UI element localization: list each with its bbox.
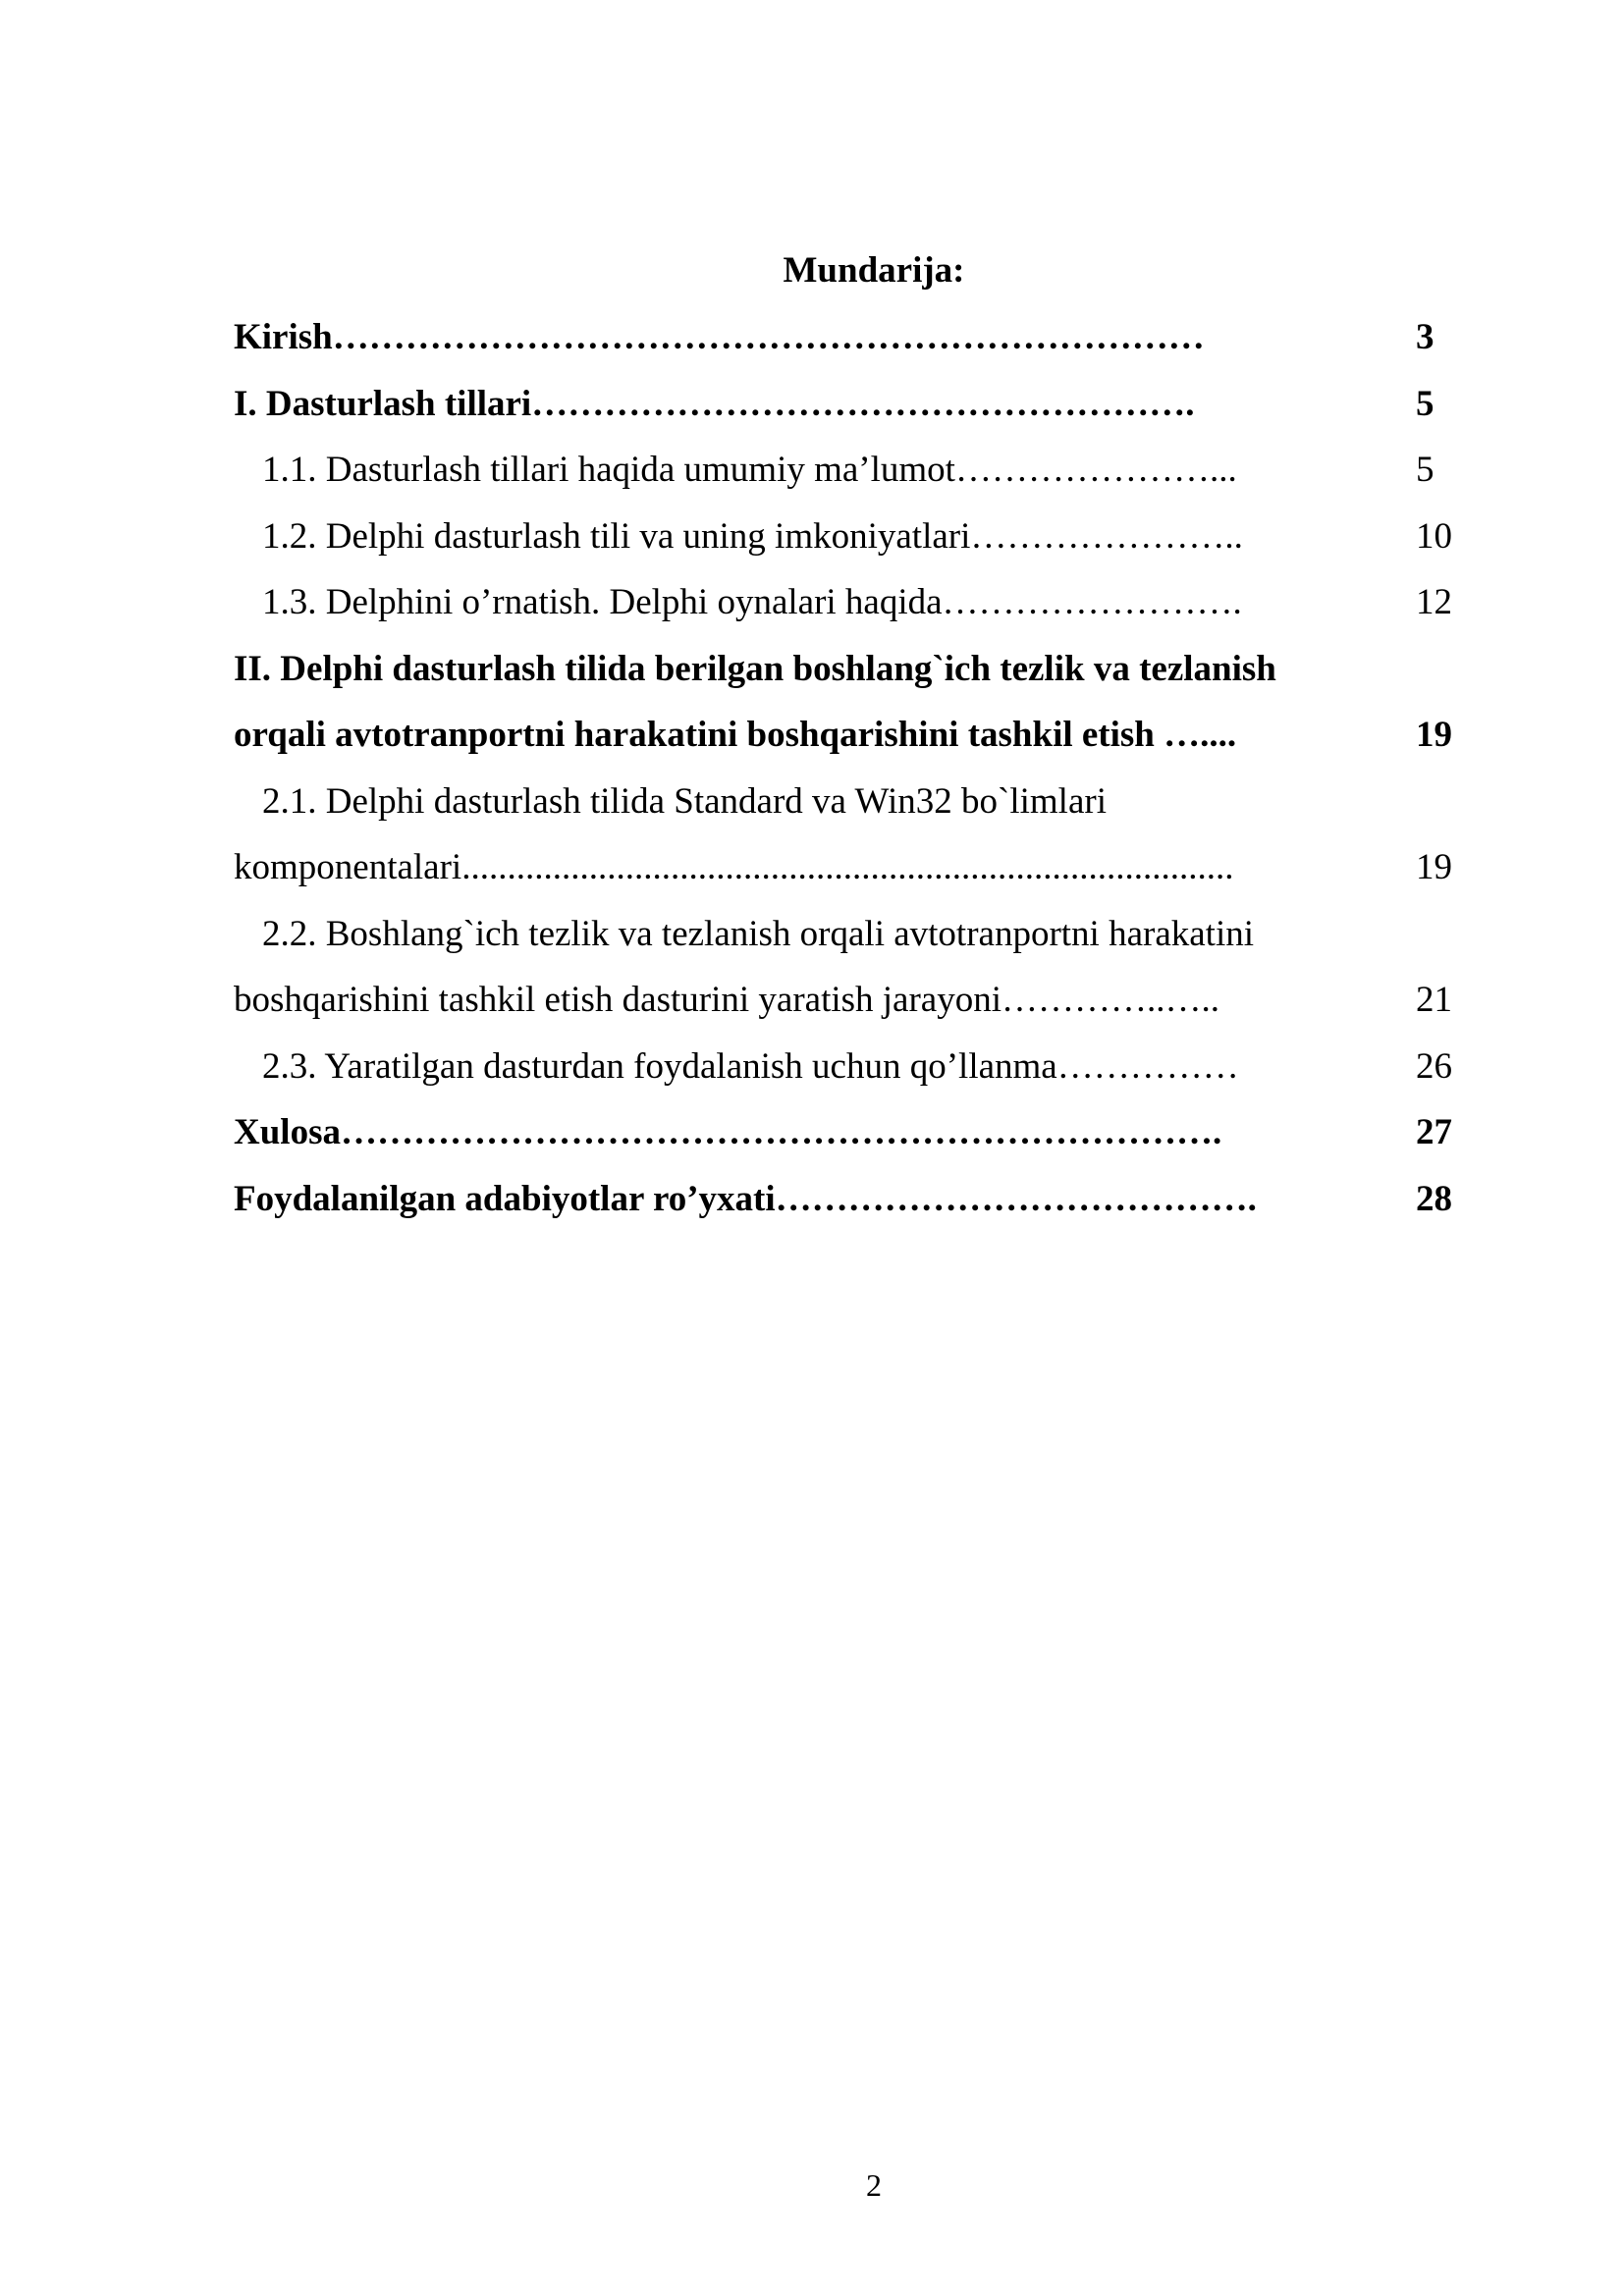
toc-entry-section-2-1-line-1[interactable]	[234, 776, 1475, 843]
toc-entry-text: 1.3. Delphini o’rnatish. Delphi oynalari haqida…………………….	[262, 582, 1242, 622]
toc-entry-page: 27	[1416, 1112, 1452, 1152]
table-of-contents	[234, 312, 1475, 1240]
toc-entry-page: 26	[1416, 1045, 1452, 1087]
toc-entry-text: 2.3. Yaratilgan dasturdan foydalanish uchun qo’llanma……………	[262, 1045, 1239, 1087]
toc-entry-chapter-2-line-1[interactable]	[234, 644, 1475, 711]
toc-entry-section-2-2-line-2[interactable]	[234, 975, 1475, 1041]
toc-entry-chapter-2-line-2[interactable]	[234, 710, 1475, 776]
toc-entry-bibliography[interactable]	[234, 1174, 1475, 1241]
toc-entry-text: 2.1. Delphi dasturlash tilida Standard va Win32 bo`limlari	[262, 780, 1107, 822]
toc-entry-text: boshqarishini tashkil etish dasturini yaratish jarayoni…………..…..	[234, 980, 1220, 1020]
toc-entry-text: komponentalari.....................................................................................	[234, 847, 1234, 887]
toc-entry-xulosa[interactable]	[234, 1107, 1475, 1174]
toc-entry-section-1-2[interactable]	[234, 511, 1475, 578]
toc-entry-text: 1.2. Delphi dasturlash tili va uning imkoniyatlari…………………..	[262, 515, 1243, 557]
toc-entry-text: orqali avtotranportni harakatini boshqarishini tashkil etish …....	[234, 715, 1237, 755]
toc-entry-text: 2.2. Boshlang`ich tezlik va tezlanish orqali avtotranportni harakatini	[262, 913, 1255, 954]
toc-entry-text: 1.1. Dasturlash tillari haqida umumiy ma’lumot…………………...	[262, 450, 1237, 490]
toc-entry-page: 12	[1416, 582, 1452, 622]
toc-entry-text: I. Dasturlash tillari……………………………………………….	[234, 383, 1195, 424]
page-title: Mundarija:	[783, 250, 965, 291]
toc-entry-page: 5	[1416, 450, 1435, 490]
toc-entry-page: 19	[1416, 715, 1452, 755]
toc-entry-page: 10	[1416, 515, 1452, 557]
toc-entry-text: Kirish………………………………………………………………	[234, 317, 1205, 357]
toc-entry-section-2-2-line-1[interactable]	[234, 909, 1475, 976]
toc-entry-chapter-1[interactable]	[234, 379, 1475, 446]
toc-entry-section-1-1[interactable]	[234, 445, 1475, 511]
toc-entry-page: 19	[1416, 847, 1452, 887]
toc-entry-section-1-3[interactable]	[234, 577, 1475, 644]
toc-entry-kirish[interactable]	[234, 312, 1475, 379]
toc-entry-page: 21	[1416, 980, 1452, 1020]
toc-entry-section-2-1-line-2[interactable]	[234, 842, 1475, 909]
toc-entry-page: 5	[1416, 383, 1435, 424]
toc-entry-section-2-3[interactable]	[234, 1041, 1475, 1108]
toc-entry-page: 28	[1416, 1178, 1452, 1219]
toc-entry-page: 3	[1416, 317, 1435, 357]
toc-entry-text: Foydalanilgan adabiyotlar ro’yxati………………………………….	[234, 1178, 1257, 1219]
page-number: 2	[866, 2167, 882, 2203]
toc-entry-text: II. Delphi dasturlash tilida berilgan boshlang`ich tezlik va tezlanish	[234, 648, 1276, 689]
toc-entry-text: Xulosa……………………………………………………………….	[234, 1112, 1222, 1152]
